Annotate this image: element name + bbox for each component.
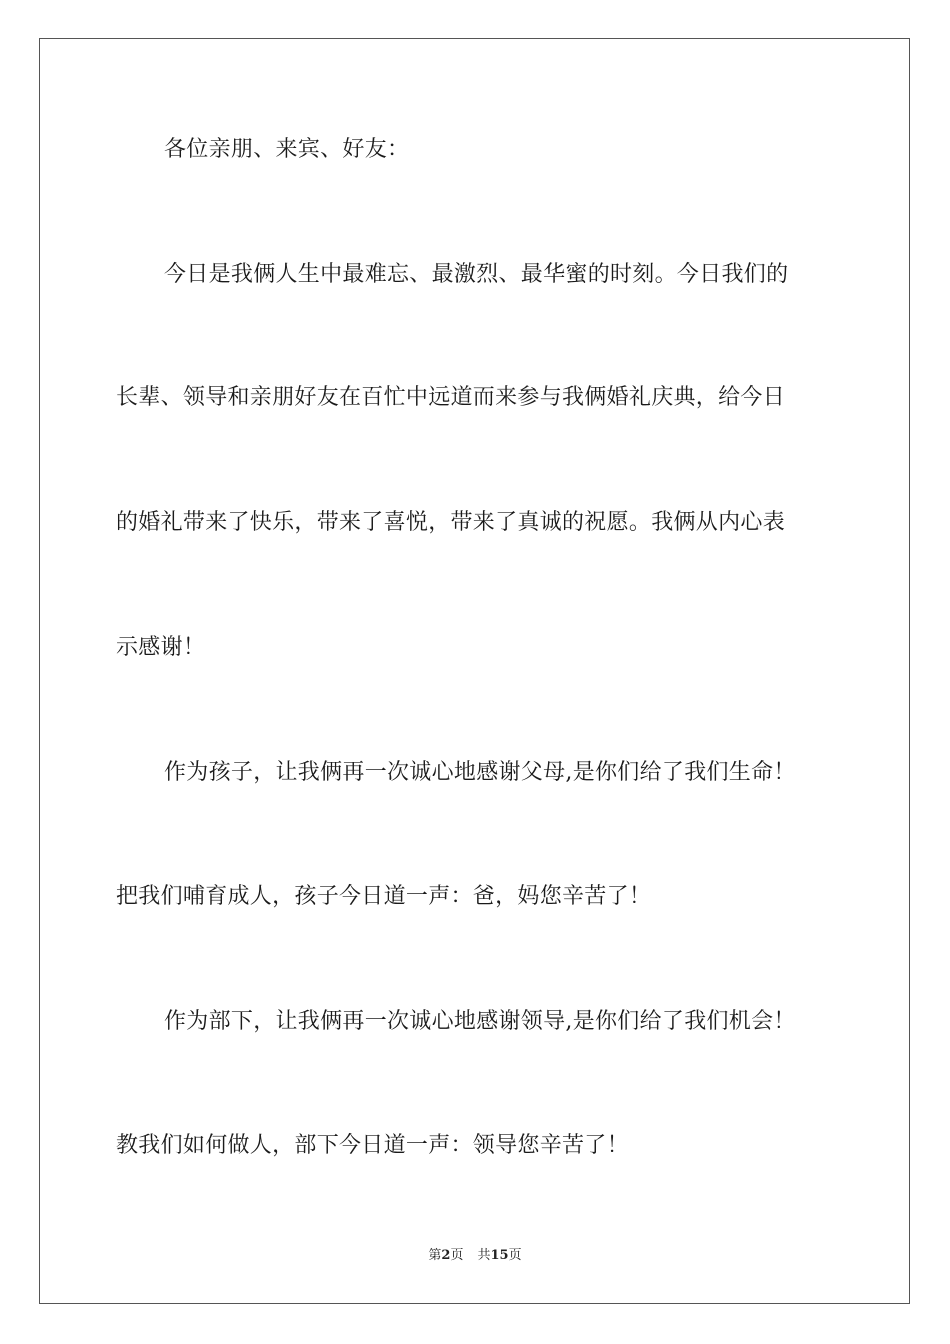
footer-page-number: 2 [441, 1248, 451, 1263]
footer-page-suffix: 页 [450, 1248, 464, 1263]
paragraph-2-line-2: 把我们哺育成人，孩子今日道一声：爸，妈您辛苦了！ [116, 884, 652, 909]
footer-total-prefix: 共 [477, 1248, 491, 1263]
paragraph-3-line-2: 教我们如何做人，部下今日道一声：领导您辛苦了！ [116, 1133, 629, 1158]
footer-total-pages: 15 [490, 1248, 509, 1263]
paragraph-1-line-4: 示感谢！ [116, 635, 206, 660]
paragraph-3-line-1: 作为部下，让我俩再一次诚心地感谢领导,是你们给了我们机会！ [164, 1009, 796, 1034]
paragraph-1-line-3: 的婚礼带来了快乐，带来了喜悦，带来了真诚的祝愿。我俩从内心表 [116, 510, 786, 535]
page-footer [0, 1247, 950, 1265]
paragraph-2-line-1: 作为孩子，让我俩再一次诚心地感谢父母,是你们给了我们生命！ [164, 760, 796, 785]
salutation: 各位亲朋、来宾、好友： [164, 137, 410, 162]
footer-page-prefix: 第 [428, 1248, 442, 1263]
paragraph-1-line-2: 长辈、领导和亲朋好友在百忙中远道而来参与我俩婚礼庆典，给今日 [116, 385, 786, 410]
page-border [39, 38, 910, 1304]
footer-total-suffix: 页 [508, 1248, 522, 1263]
paragraph-1-line-1: 今日是我俩人生中最难忘、最激烈、最华蜜的时刻。今日我们的 [164, 262, 789, 287]
